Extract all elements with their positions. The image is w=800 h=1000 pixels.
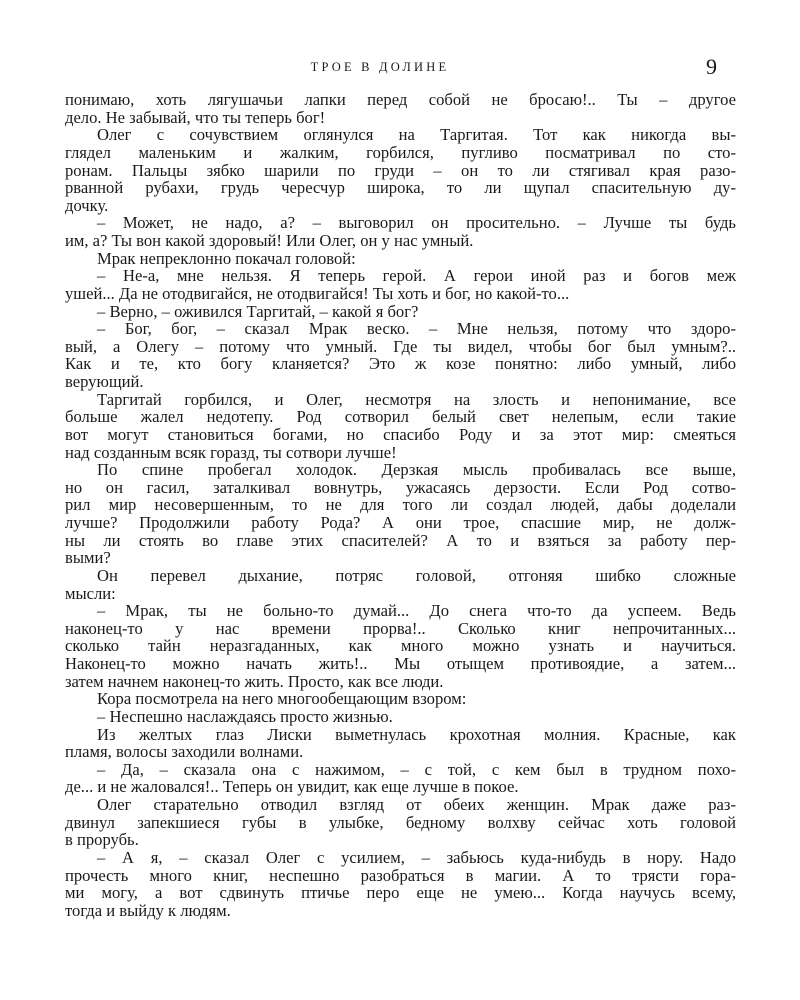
- text-line: вот могут становиться богами, но спасибо Роду и за этот мир: смеяться: [65, 424, 736, 444]
- text-line: Олег с сочувствием оглянулся на Таргитая. Тот как никогда вы-: [97, 125, 736, 145]
- text-line: над созданным всяк горазд, ты сотвори лучше!: [65, 442, 397, 462]
- text-line: двинул запекшиеся губы в улыбке, бедному волхву сейчас хоть головой: [65, 812, 736, 832]
- text-line: ушей... Да не отодвигайся, не отодвигайся! Ты хоть и бог, но какой-то...: [65, 283, 570, 303]
- text-line: сколько тайн неразгаданных, как много можно узнать и научиться.: [65, 636, 736, 656]
- text-line: в прорубь.: [65, 830, 139, 850]
- text-line: пламя, волосы заходили волнами.: [65, 742, 304, 762]
- text-line: рванной рубахи, грудь чересчур широка, то ли щупал спасительную ду-: [65, 178, 736, 198]
- text-line: ронам. Пальцы зябко шарили по груди – он то ли стягивал края разо-: [65, 160, 736, 180]
- text-line: Олег старательно отводил взгляд от обеих женщин. Мрак даже раз-: [97, 795, 736, 814]
- text-line: – Верно, – оживился Таргитай, – какой я бог?: [97, 301, 419, 321]
- text-line: ми могу, а вот сдвинуть птичье перо еще не умею... Когда научусь всему,: [65, 883, 736, 903]
- text-line: – Не-а, мне нельзя. Я теперь герой. А герои иной раз и богов меж: [97, 266, 736, 286]
- text-line: Кора посмотрела на него многообещающим взором:: [97, 689, 467, 709]
- text-line: больше жалел недотепу. Род сотворил белый свет нелепым, если такие: [65, 407, 736, 427]
- text-line: дочку.: [65, 195, 109, 215]
- text-line: тогда и выйду к людям.: [65, 900, 231, 920]
- text-line: – Да, – сказала она с нажимом, – с той, с кем был в трудном похо-: [97, 759, 736, 779]
- text-line: выми?: [65, 548, 111, 568]
- text-line: наконец-то у нас времени прорва!.. Сколько книг непрочитанных...: [65, 618, 736, 638]
- text-line: понимаю, хоть лягушачьи лапки перед собой не бросаю!.. Ты – другое: [65, 90, 736, 109]
- page-number: 9: [706, 54, 717, 79]
- text-line: Как и те, кто богу кланяется? Это ж козе понятно: либо умный, либо: [65, 354, 736, 374]
- text-line: прочесть много книг, неспешно разобраться в магии. А то трясти гора-: [65, 865, 736, 885]
- running-head: ТРОЕ В ДОЛИНЕ: [310, 60, 450, 74]
- text-line: глядел маленьким и жалким, горбился, пугливо посматривал по сто-: [65, 142, 736, 162]
- text-line: мысли:: [65, 583, 116, 603]
- text-line: им, а? Ты вон какой здоровый! Или Олег, он у нас умный.: [65, 231, 474, 250]
- text-line: вый, а Олегу – потому что умный. Где ты видел, чтобы бог был умным?..: [65, 336, 736, 356]
- text-line: ны ли стоять во главе этих спасителей? А то и взяться за работу пер-: [65, 530, 736, 550]
- text-line: – Бог, бог, – сказал Мрак веско. – Мне нельзя, потому что здоро-: [97, 319, 736, 339]
- text-line: Наконец-то можно начать жить!.. Мы отыщем противоядие, а затем...: [65, 654, 736, 673]
- text-line: – Мрак, ты не больно-то думай... До снега что-то да успеем. Ведь: [97, 601, 736, 621]
- text-line: – Может, не надо, а? – выговорил он просительно. – Лучше ты будь: [97, 213, 736, 233]
- text-line: рил мир несовершенным, то не для того ли создал людей, дабы доделали: [65, 495, 736, 515]
- text-line: дело. Не забывай, что ты теперь бог!: [65, 107, 326, 127]
- text-line: Из желтых глаз Лиски выметнулась крохотная молния. Красные, как: [97, 724, 736, 744]
- text-line: лучше? Продолжили работу Рода? А они трое, спасшие мир, не долж-: [65, 513, 736, 532]
- text-line: верующий.: [65, 372, 144, 391]
- text-line: но он гасил, заталкивал вовнутрь, ужасаясь дерзости. Если Род сотво-: [65, 477, 736, 497]
- text-line: Таргитай горбился, и Олег, несмотря на злость и непонимание, все: [97, 389, 736, 409]
- text-line: де... и не жаловался!.. Теперь он увидит, как еще лучше в покое.: [65, 777, 519, 797]
- text-line: – А я, – сказал Олег с усилием, – забьюсь куда-нибудь в нору. Надо: [97, 847, 736, 867]
- text-line: Мрак непреклонно покачал головой:: [97, 248, 356, 268]
- text-line: По спине пробегал холодок. Дерзкая мысль пробивалась все выше,: [97, 460, 736, 480]
- body-text: [65, 91, 736, 919]
- text-line: Он перевел дыхание, потряс головой, отгоняя шибко сложные: [97, 565, 736, 585]
- text-line: затем начнем наконец-то жить. Просто, как все люди.: [65, 671, 444, 691]
- text-line: – Неспешно наслаждаясь просто жизнью.: [97, 706, 393, 726]
